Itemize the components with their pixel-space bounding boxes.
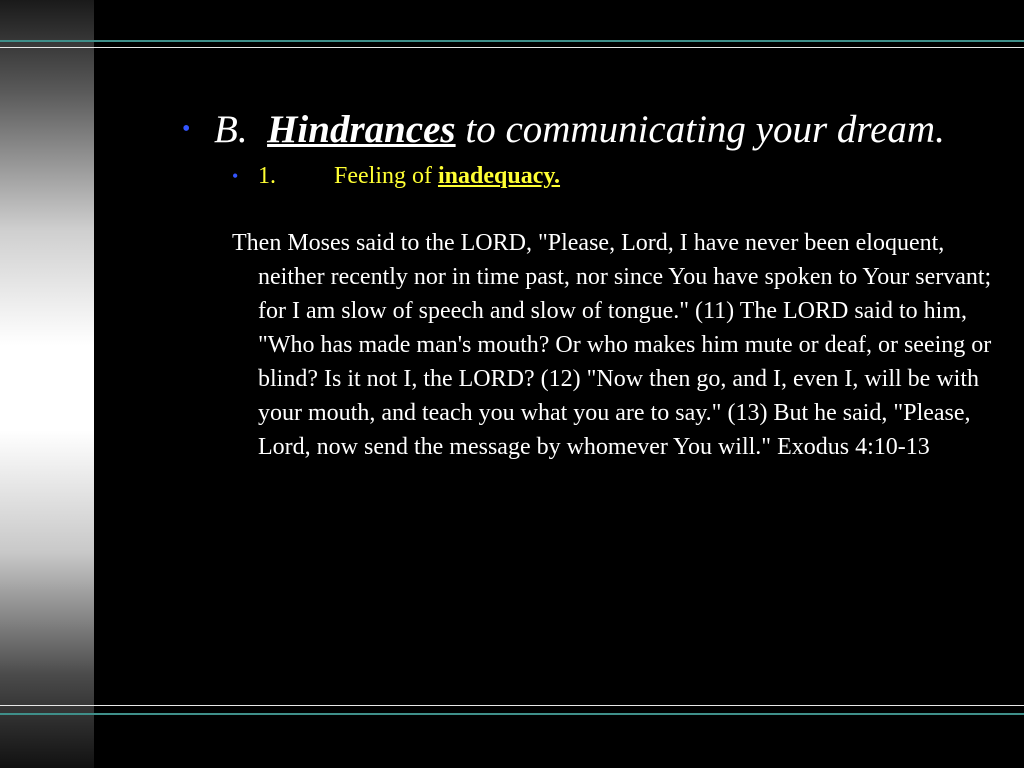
bullet-icon: • — [182, 116, 191, 142]
left-gradient-bar — [0, 0, 94, 768]
subpoint-label: Feeling of — [334, 163, 438, 189]
heading-keyword: Hindrances — [267, 108, 456, 151]
bottom-white-rule — [0, 705, 1024, 706]
subpoint-keyword: inadequacy. — [437, 163, 561, 189]
subpoint-bullet-item — [232, 162, 982, 190]
bottom-teal-rule — [0, 713, 1024, 715]
heading-prefix: B. — [214, 108, 268, 151]
bullet-icon: • — [232, 166, 239, 186]
heading-bullet-item — [182, 106, 982, 154]
heading-rest: to communicating your dream. — [455, 108, 945, 151]
slide-heading — [214, 106, 954, 154]
top-white-rule — [0, 47, 1024, 48]
slide-content — [182, 106, 992, 464]
subpoint-number: 1. — [258, 163, 276, 189]
top-teal-rule — [0, 40, 1024, 42]
scripture-quote: Then Moses said to the LORD, "Please, Lord, I have never been eloquent, neither recently nor in time past, nor since You have spoken to Your servant; for I am slow of speech and slow of tongue." (11) The LORD said to him, "Who has made man's mouth? Or who makes him mute or deaf, or seeing or blind? Is it not I, the LORD? (12) "Now then go, and I, even I, will be with your mouth, and teach you what you are to say." (13) But he said, "Please, Lord, now send the message by whomever You will." Exodus 4:10-13 — [232, 230, 992, 460]
subpoint-text — [258, 162, 560, 190]
